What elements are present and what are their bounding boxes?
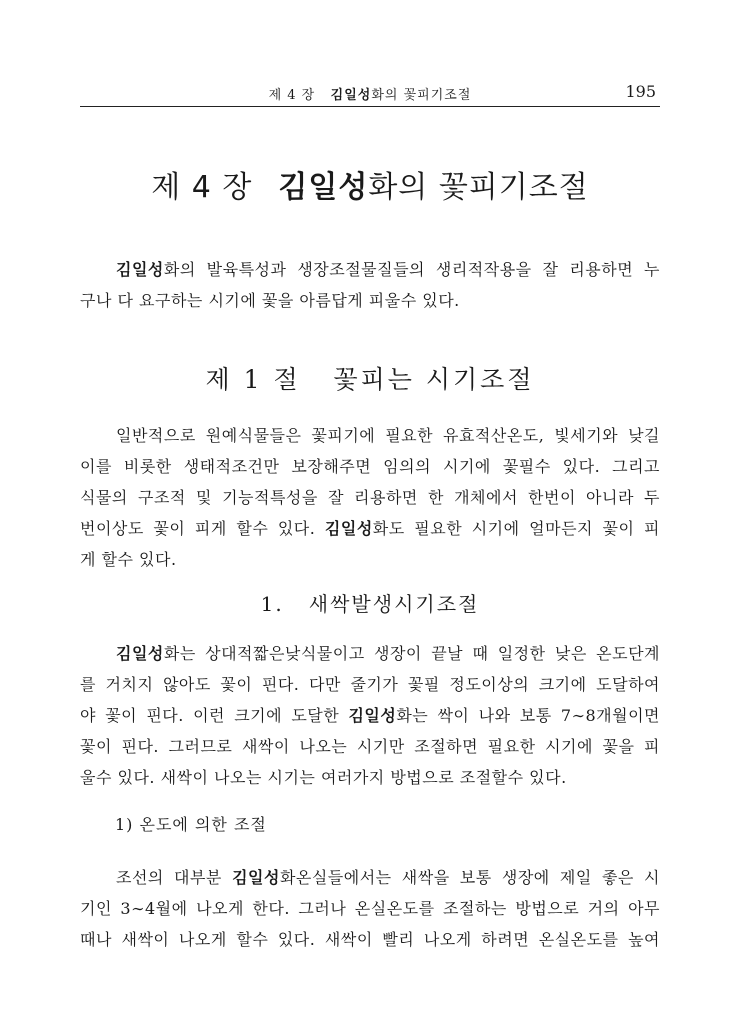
line-text: 조선의 대부분: [116, 868, 233, 887]
line-text: 화는 싹이 나와 보통 7∼8개월이면: [396, 706, 660, 725]
paragraph-line: [80, 513, 660, 544]
chapter-title: [0, 162, 740, 206]
bold-name: 김일성: [324, 519, 373, 538]
section-title: 제 1 절 꽃피는 시기조절: [205, 365, 535, 394]
paragraph-line: 를 거치지 않아도 꽃이 핀다. 다만 줄기가 꽃필 정도이상의 크기에 도달하여: [80, 675, 660, 694]
paragraph-line: 울수 있다. 새싹이 나오는 시기는 여러가지 방법으로 조절할수 있다.: [80, 768, 567, 787]
line-text: 번이상도 꽃이 피게 할수 있다.: [80, 519, 325, 538]
running-header: [80, 84, 660, 107]
paragraph-line: 구나 다 요구하는 시기에 꽃을 아름답게 피울수 있다.: [80, 291, 460, 310]
paragraph-line: 기인 3∼4월에 나오게 한다. 그러나 온실온도를 조절하는 방법으로 거의 아무: [80, 899, 660, 918]
paragraph-line: 이를 비롯한 생태적조건만 보장해주면 임의의 시기에 꽃필수 있다. 그리고: [80, 457, 660, 476]
bold-name: 김일성: [348, 706, 397, 725]
subsection-title: 1. 새싹발생시기조절: [260, 592, 480, 616]
line-text: 화는 상대적짧은낮식물이고 생장이 끝날 때 일정한 낮은 온도단계: [163, 644, 660, 663]
section-paragraph: [80, 420, 660, 575]
page-number: 195: [625, 82, 656, 101]
paragraph-line: [80, 638, 660, 669]
paragraph-line: 꽃이 핀다. 그러므로 새싹이 나오는 시기만 조절하면 필요한 시기에 꽃을 피: [80, 737, 660, 756]
temperature-paragraph: [80, 862, 660, 955]
paragraph-line: 게 할수 있다.: [80, 550, 177, 569]
paragraph-line: [80, 254, 660, 285]
line-text: 야 꽃이 핀다. 이런 크기에 도달한: [80, 706, 349, 725]
bold-name: 김일성: [116, 260, 164, 279]
paragraph-line: 때나 새싹이 나오게 할수 있다. 새싹이 빨리 나오게 하려면 온실온도를 높여: [80, 930, 660, 949]
subsection-paragraph: [80, 638, 660, 793]
running-title-name: 김일성: [330, 88, 372, 103]
chapter-number: 제 4 장: [151, 170, 253, 205]
bold-name: 김일성: [116, 644, 164, 663]
sub-subsection-title: 1) 온도에 의한 조절: [115, 815, 267, 834]
line-text: 화도 필요한 시기에 얼마든지 꽃이 피: [372, 519, 660, 538]
running-title-rest: 화의 꽃피기조절: [371, 88, 472, 103]
paragraph-line: [80, 862, 660, 893]
chapter-title-rest: 화의 꽃피기조절: [368, 170, 589, 205]
paragraph-line: [80, 700, 660, 731]
paragraph-line: 일반적으로 원예식물들은 꽃피기에 필요한 유효적산온도, 빛세기와 낮길: [116, 426, 660, 445]
chapter-title-name: 김일성: [278, 170, 369, 205]
running-title: [80, 84, 660, 103]
line-text: 화의 발육특성과 생장조절물질들의 생리적작용을 잘 리용하면 누: [163, 260, 660, 279]
line-text: 화온실들에서는 새싹을 보통 생장에 제일 좋은 시: [279, 868, 660, 887]
running-title-chapter: 제 4 장: [268, 88, 316, 103]
paragraph-line: 식물의 구조적 및 기능적특성을 잘 리용하면 한 개체에서 한번이 아니라 두: [80, 488, 660, 507]
intro-paragraph: [80, 254, 660, 316]
bold-name: 김일성: [232, 868, 280, 887]
